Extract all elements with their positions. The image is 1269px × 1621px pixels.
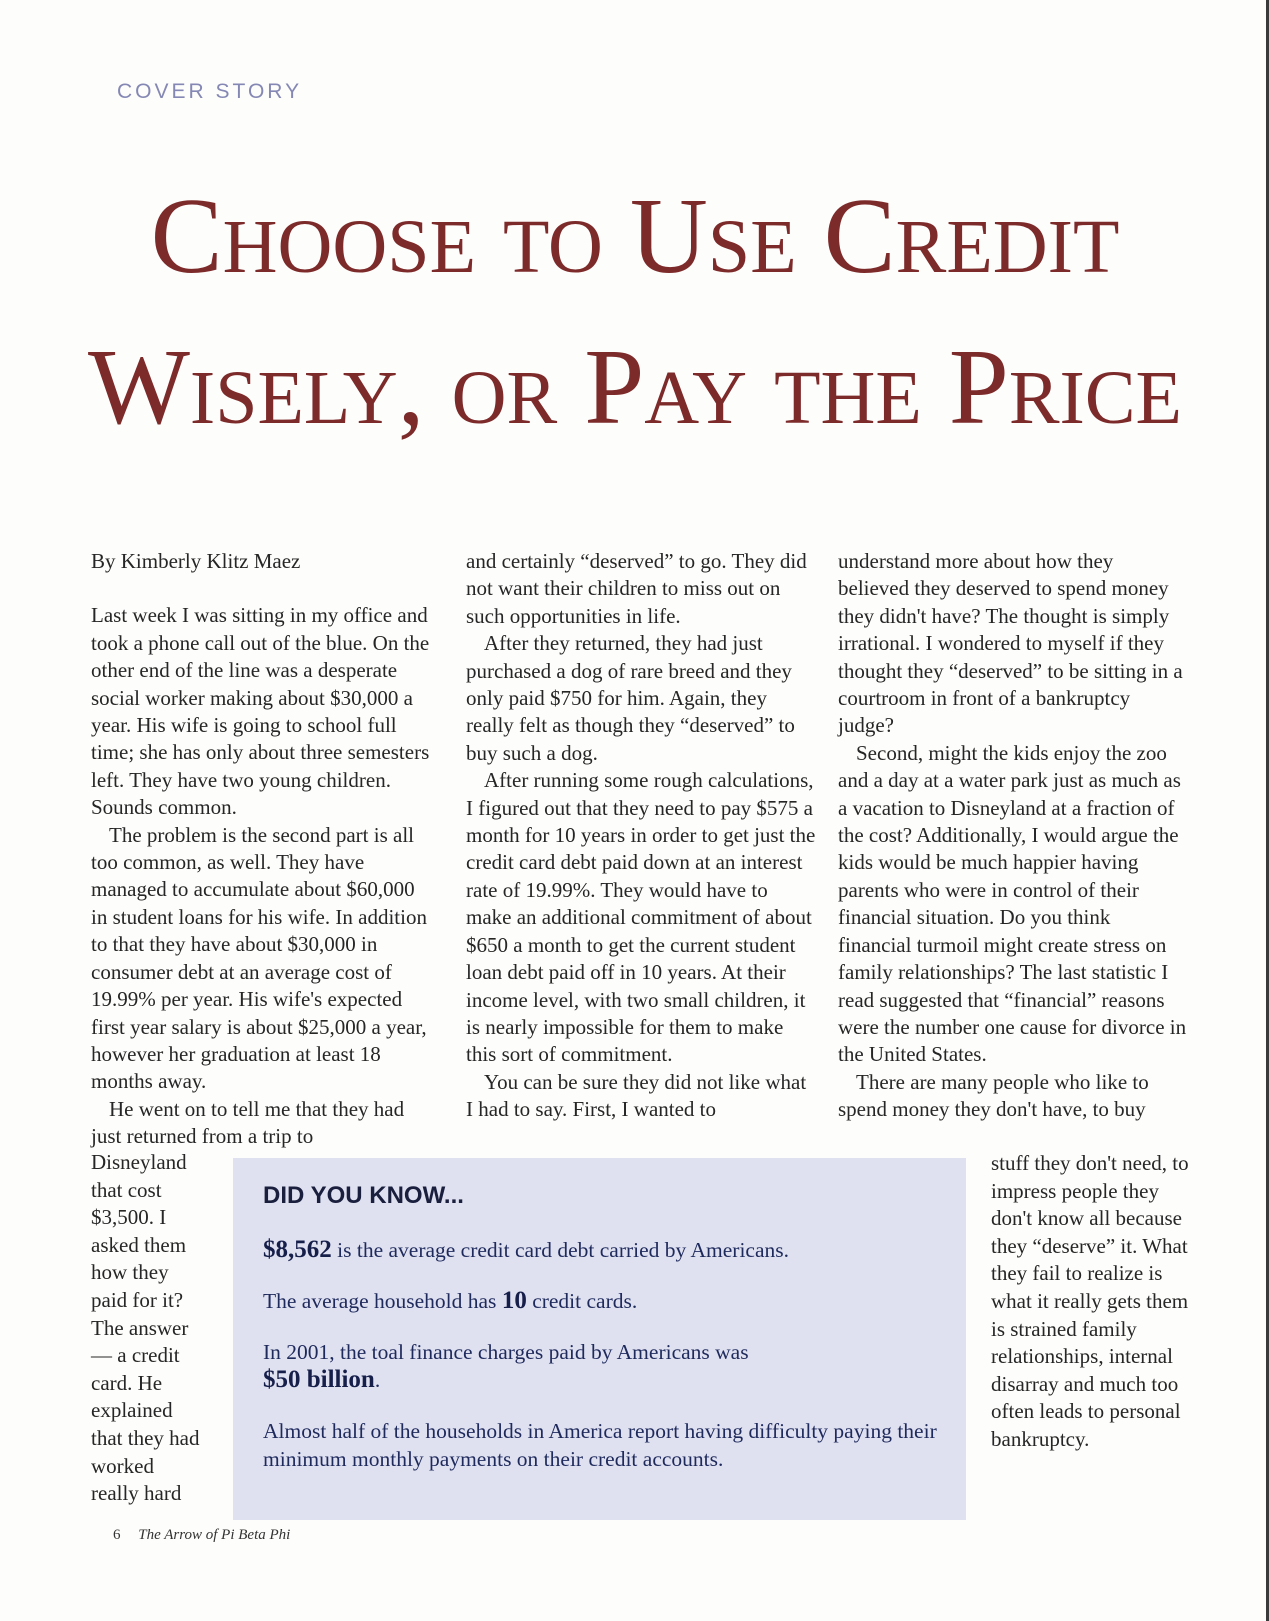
paragraph: The problem is the second part is all too common, as well. They have managed to accumulate about $60,000 in student loans for his wife. In addition to that they have about $30,000 in consumer debt at an average cost of 19.99% per year. His wife's expected first year salary is about $25,000 a year, however her graduation at least 18 months away.: [91, 822, 427, 1094]
paragraph: understand more about how they believed they deserved to spend money they didn't have? The thought is simply irrational. I wondered to myself if they thought they “deserved” to be sitting in a courtroom in front of a bankruptcy judge?: [838, 549, 1183, 738]
sidebar-fact: [263, 1338, 938, 1394]
headline-line-2: Wisely, or Pay the Price: [88, 328, 1182, 447]
paragraph: You can be sure they did not like what I had to say. First, I wanted to: [466, 1069, 807, 1122]
fact-text: The average household has: [263, 1289, 502, 1313]
page-footer: [113, 1527, 290, 1544]
fact-text: is the average credit card debt carried by Americans.: [331, 1238, 790, 1262]
paragraph: After running some rough calculations, I figured out that they need to pay $575 a month for 10 years in order to get just the credit card debt paid down at an interest rate of 19.99%. They would have to make an additional commitment of about $650 a month to get the current student loan debt paid off in 10 years. At their income level, with two small children, it is nearly impossible for them to make this sort of commitment.: [466, 768, 816, 1067]
sidebar-fact: [263, 1287, 938, 1315]
fact-figure: $8,562: [263, 1236, 332, 1263]
sidebar-fact: [263, 1236, 938, 1264]
headline-line-1: Choose to Use Credit: [150, 177, 1120, 296]
page-number: 6: [113, 1527, 121, 1543]
paragraph: There are many people who like to spend money they don't have, to buy: [838, 1069, 1149, 1122]
sidebar-fact: Almost half of the households in America report having difficulty paying their minimum monthly payments on their credit accounts.: [263, 1419, 937, 1471]
did-you-know-sidebar: [233, 1158, 966, 1520]
paragraph: After they returned, they had just purchased a dog of rare breed and they only paid $750 for him. Again, they really felt as though they “deserved” to buy such a dog.: [466, 631, 795, 765]
byline: By Kimberly Klitz Maez: [91, 549, 301, 573]
article-column-1-wrap: [91, 1149, 206, 1508]
fact-text: .: [374, 1368, 381, 1392]
sidebar-heading: DID YOU KNOW...: [263, 1182, 464, 1209]
fact-figure: $50 billion: [263, 1366, 375, 1393]
fact-text: credit cards.: [526, 1289, 638, 1313]
article-column-3-wrap: [991, 1150, 1196, 1454]
section-label: COVER STORY: [117, 80, 303, 103]
paragraph: Second, might the kids enjoy the zoo and a day at a water park just as much as a vacation to Disneyland at a fraction of the cost? Additionally, I would argue the kids would be much happier having parents who were in control of their financial situation. Do you think financial turmoil might create stress on family relationships? The last statistic I read suggested that “financial” reasons were the number one cause for divorce in the United States.: [838, 740, 1187, 1067]
publication-name: The Arrow of Pi Beta Phi: [138, 1527, 291, 1543]
article-column-1: [91, 548, 434, 1151]
fact-figure: 10: [501, 1287, 527, 1314]
paragraph: and certainly “deserved” to go. They did not want their children to miss out on such opportunities in life.: [466, 549, 807, 628]
fact-text: In 2001, the toal finance charges paid by Americans was: [263, 1340, 749, 1364]
article-column-3: [838, 548, 1188, 1124]
article-column-2: [466, 548, 816, 1124]
paragraph: He went on to tell me that they had just returned from a trip to: [91, 1096, 405, 1149]
paragraph: Disneyland that cost $3,500. I asked them how they paid for it? The answer — a credit card. He explained that they had worked really hard: [91, 1150, 200, 1506]
paragraph: stuff they don't need, to impress people they don't know all because they “deserve” it. What they fail to realize is what it really gets them is strained family relationships, internal disarray and much too often leads to personal bankruptcy.: [991, 1151, 1189, 1451]
paragraph: Last week I was sitting in my office and took a phone call out of the blue. On the other end of the line was a desperate social worker making about $30,000 a year. His wife is going to school full time; she has only about three semesters left. They have two young children. Sounds common.: [91, 603, 430, 820]
